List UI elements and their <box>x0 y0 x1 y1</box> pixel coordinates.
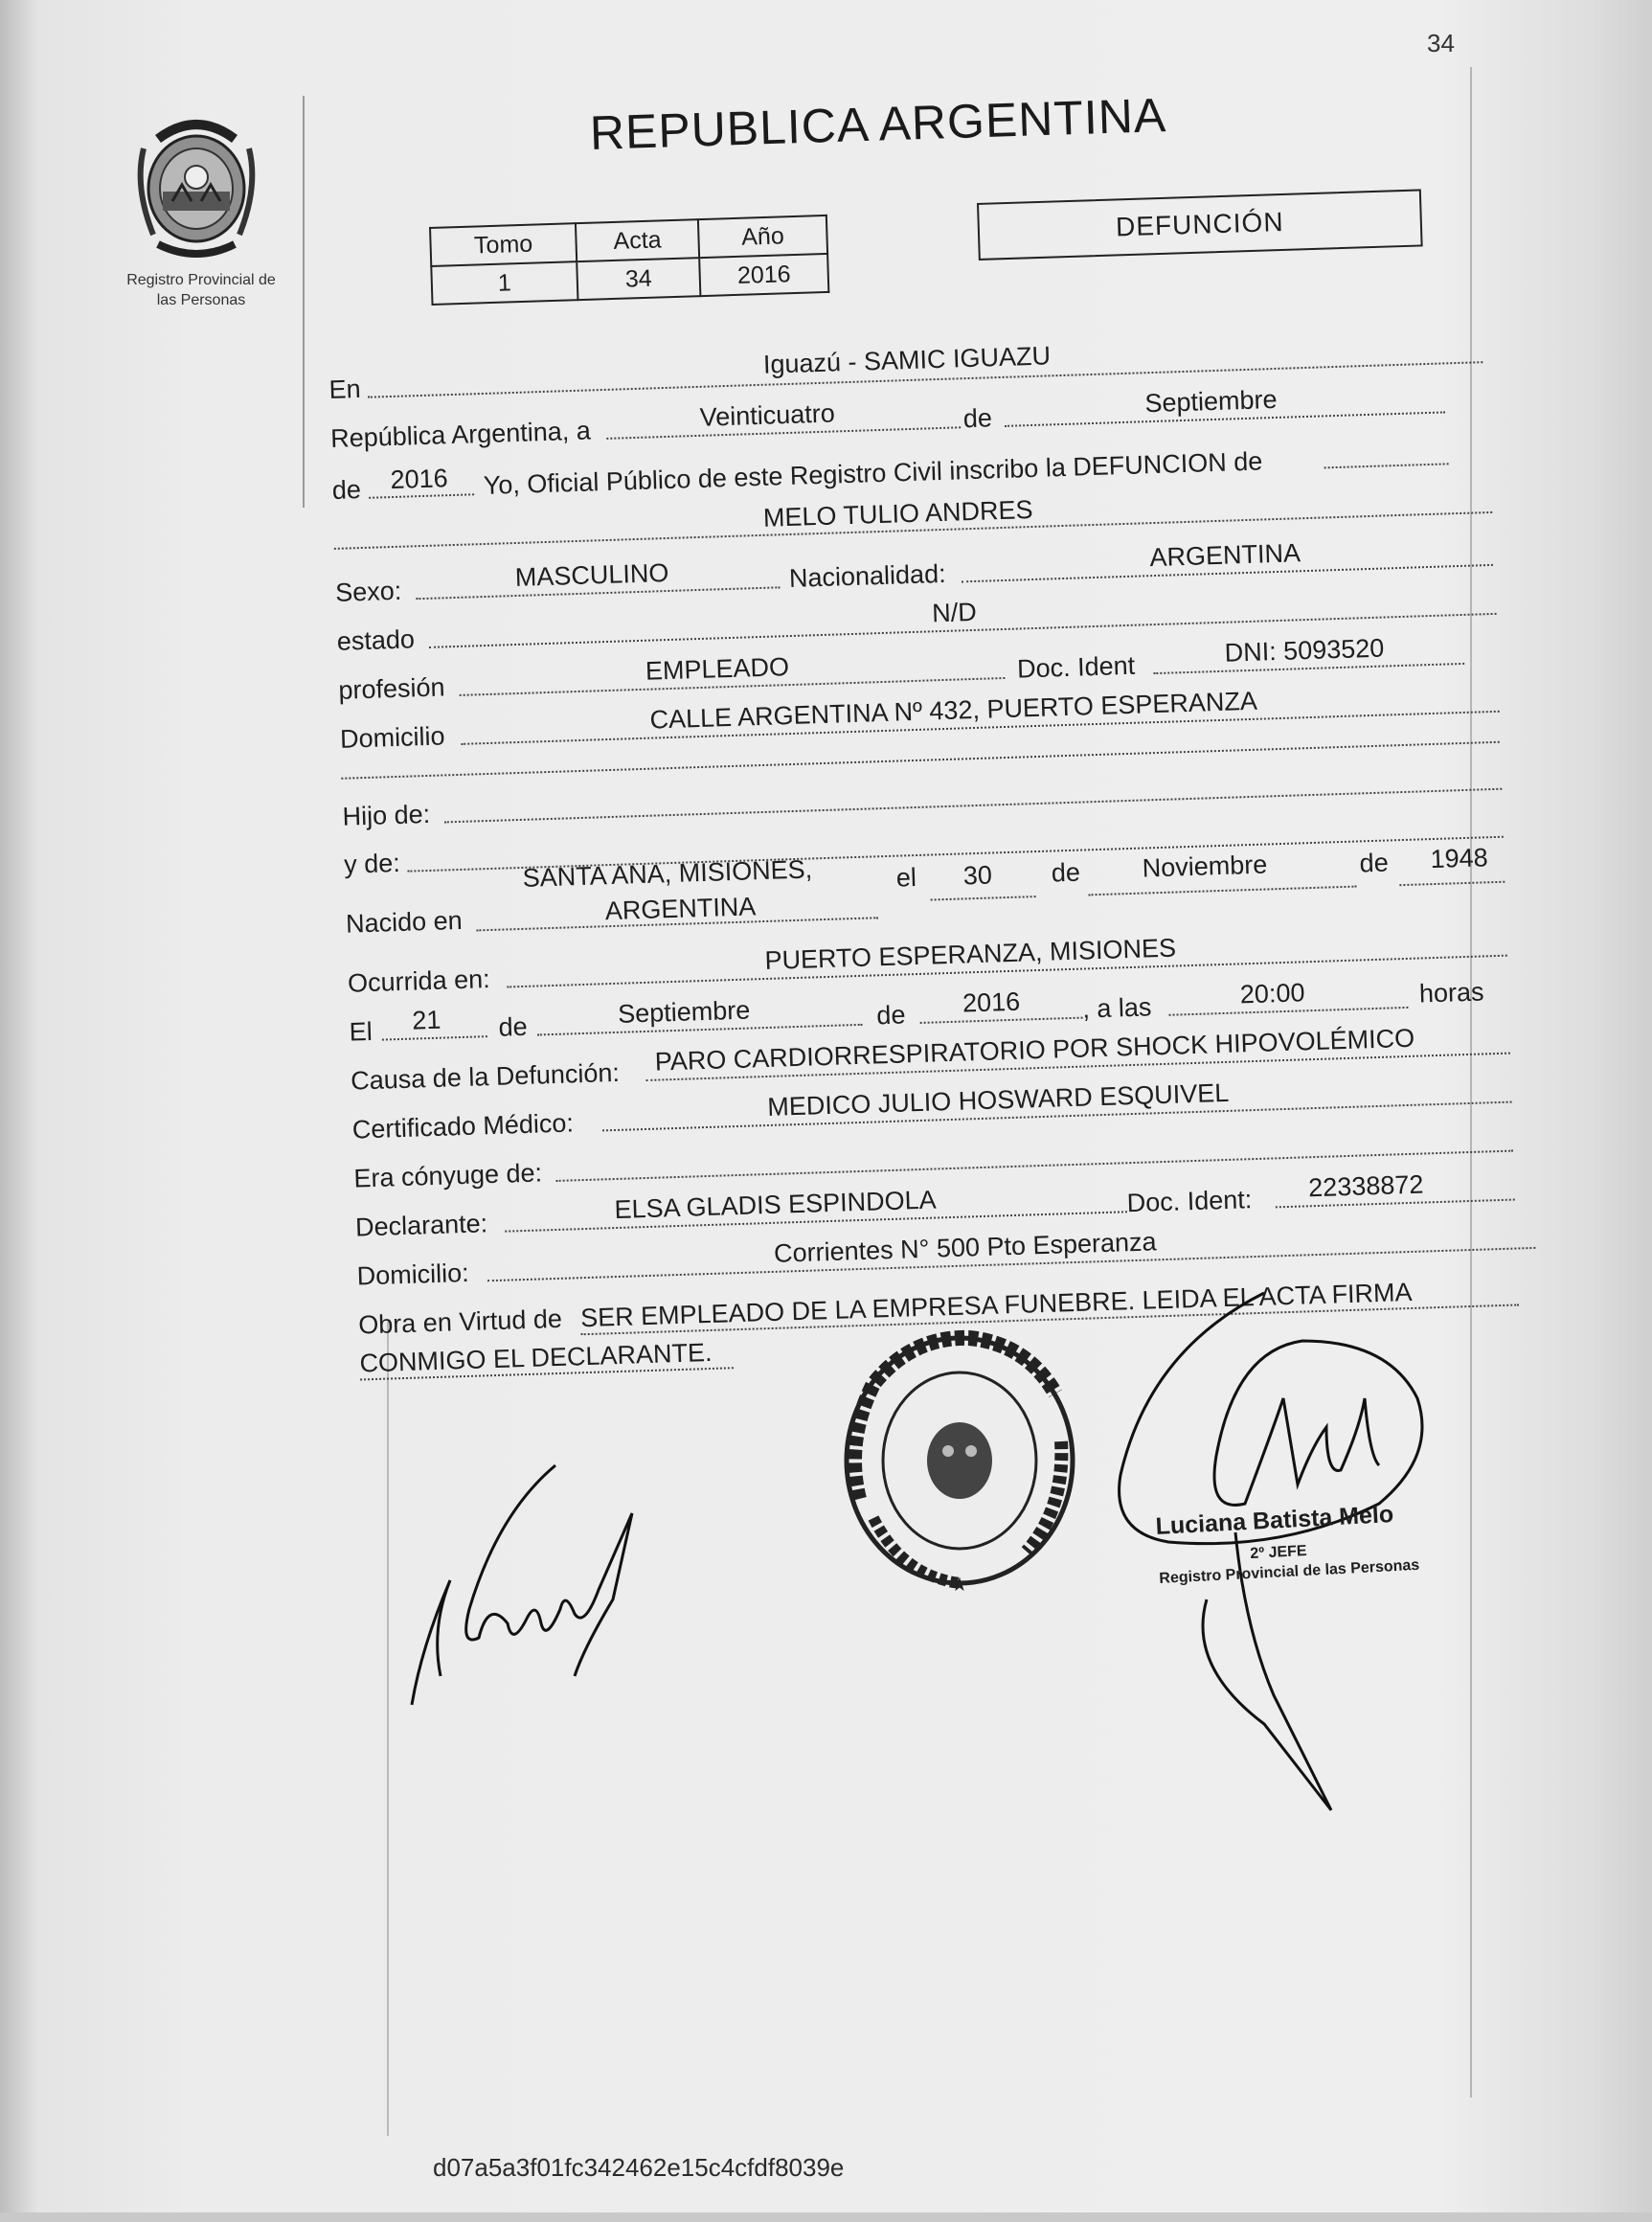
death-day-line <box>382 1035 487 1040</box>
obra-value-line2: CONMIGO EL DECLARANTE. <box>359 1337 713 1378</box>
registry-name-line2: las Personas <box>156 292 246 308</box>
official-rank: 2º JEFE <box>1250 1542 1308 1562</box>
nacionalidad-value: ARGENTINA <box>1149 538 1301 573</box>
official-name: Luciana Batista Melo <box>1155 1500 1394 1540</box>
domicilio2-label: Domicilio: <box>356 1258 470 1291</box>
birth-day: 30 <box>962 860 993 891</box>
anio-value: 2016 <box>699 254 828 296</box>
deceased-name: MELO TULIO ANDRES <box>762 494 1033 533</box>
de6-label: de <box>875 1000 906 1031</box>
registry-name-line1: Registro Provincial de <box>126 272 276 288</box>
doc2-label: Doc. Ident: <box>1126 1185 1253 1218</box>
conyuge-label: Era cónyuge de: <box>353 1158 543 1193</box>
nacionalidad-label: Nacionalidad: <box>788 558 947 594</box>
de2-label: de <box>331 475 362 505</box>
declarant-signature <box>393 1456 661 1724</box>
en-value: Iguazú - SAMIC IGUAZU <box>762 341 1052 379</box>
certificate-type-box: DEFUNCIÓN <box>977 189 1423 261</box>
causa-value: PARO CARDIORRESPIRATORIO POR SHOCK HIPOVOLÉMICO <box>654 1023 1415 1077</box>
republica-label: República Argentina, a <box>329 416 592 453</box>
registry-stamp <box>835 1326 1084 1595</box>
profesion-value: EMPLEADO <box>645 652 790 686</box>
svg-text:★: ★ <box>951 1575 968 1595</box>
tomo-header: Tomo <box>430 223 577 266</box>
estado-label: estado <box>336 624 416 656</box>
acta-value: 34 <box>577 258 700 300</box>
causa-label: Causa de la Defunción: <box>350 1057 621 1096</box>
birth-month-line <box>1089 886 1357 896</box>
estado-value: N/D <box>931 597 978 628</box>
death-year-line <box>920 1017 1083 1024</box>
birth-year: 1948 <box>1430 843 1489 874</box>
page-number: 34 <box>1427 29 1455 57</box>
doc2-value: 22338872 <box>1307 1169 1424 1203</box>
hijo-line <box>444 788 1503 824</box>
birth-year-line <box>1399 881 1505 886</box>
horas-label: horas <box>1418 977 1484 1009</box>
declarante-value: ELSA GLADIS ESPINDOLA <box>614 1185 938 1225</box>
el-label: el <box>895 863 917 893</box>
death-day: 21 <box>411 1005 441 1035</box>
official-office: Registro Provincial de las Personas <box>1159 1556 1420 1587</box>
nacido-value-line2: ARGENTINA <box>604 892 757 926</box>
year-value: 2016 <box>390 464 449 495</box>
de5-label: de <box>498 1011 529 1042</box>
doc-value: DNI: 5093520 <box>1224 633 1385 668</box>
country-title: REPUBLICA ARGENTINA <box>589 88 1167 160</box>
domicilio2-value: Corrientes N° 500 Pto Esperanza <box>773 1227 1157 1268</box>
acta-header: Acta <box>576 219 699 261</box>
birth-month: Noviembre <box>1142 850 1268 883</box>
tomo-value: 1 <box>431 261 577 305</box>
deceased-line-start <box>1324 463 1449 468</box>
domicilio-label: Domicilio <box>339 721 446 754</box>
el2-label: El <box>349 1016 373 1047</box>
day-words: Veinticuatro <box>699 398 836 432</box>
anio-header: Año <box>698 215 827 258</box>
death-time: 20:00 <box>1239 978 1305 1009</box>
en-label: En <box>328 374 362 404</box>
domicilio-value: CALLE ARGENTINA Nº 432, PUERTO ESPERANZA <box>649 686 1258 735</box>
sexo-label: Sexo: <box>334 576 402 607</box>
obra-value-line1: SER EMPLEADO DE LA EMPRESA FUNEBRE. LEIDA EL ACTA FIRMA <box>579 1277 1413 1333</box>
profesion-label: profesión <box>337 672 445 705</box>
de-label: de <box>962 403 993 434</box>
obra-label: Obra en Virtud de <box>357 1304 563 1340</box>
official-statement: Yo, Oficial Público de este Registro Civil inscribo la DEFUNCION de <box>483 446 1263 500</box>
certificado-label: Certificado Médico: <box>351 1108 575 1145</box>
domicilio-extra-line <box>341 741 1499 780</box>
declarante-label: Declarante: <box>354 1209 488 1242</box>
hijo-label: Hijo de: <box>342 799 431 831</box>
ocurrida-label: Ocurrida en: <box>347 964 491 998</box>
nacido-label: Nacido en <box>345 905 464 939</box>
alas-label: , a las <box>1081 992 1152 1024</box>
ocurrida-value: PUERTO ESPERANZA, MISIONES <box>764 933 1177 976</box>
death-year: 2016 <box>962 986 1021 1018</box>
de3-label: de <box>1051 857 1081 888</box>
document-hash: d07a5a3f01fc342462e15c4cfdf8039e <box>433 2153 845 2182</box>
nacido-value-line1: SANTA ANA, MISIONES, <box>522 854 813 893</box>
doc-label: Doc. Ident <box>1016 650 1136 684</box>
sexo-value: MASCULINO <box>514 557 669 592</box>
year-line <box>369 493 474 498</box>
certificado-value: MEDICO JULIO HOSWARD ESQUIVEL <box>766 1077 1230 1122</box>
yde-label: y de: <box>343 848 401 879</box>
de4-label: de <box>1359 848 1390 878</box>
birth-day-line <box>931 896 1036 900</box>
death-month: Septiembre <box>617 995 751 1029</box>
month-value: Septiembre <box>1143 384 1278 419</box>
